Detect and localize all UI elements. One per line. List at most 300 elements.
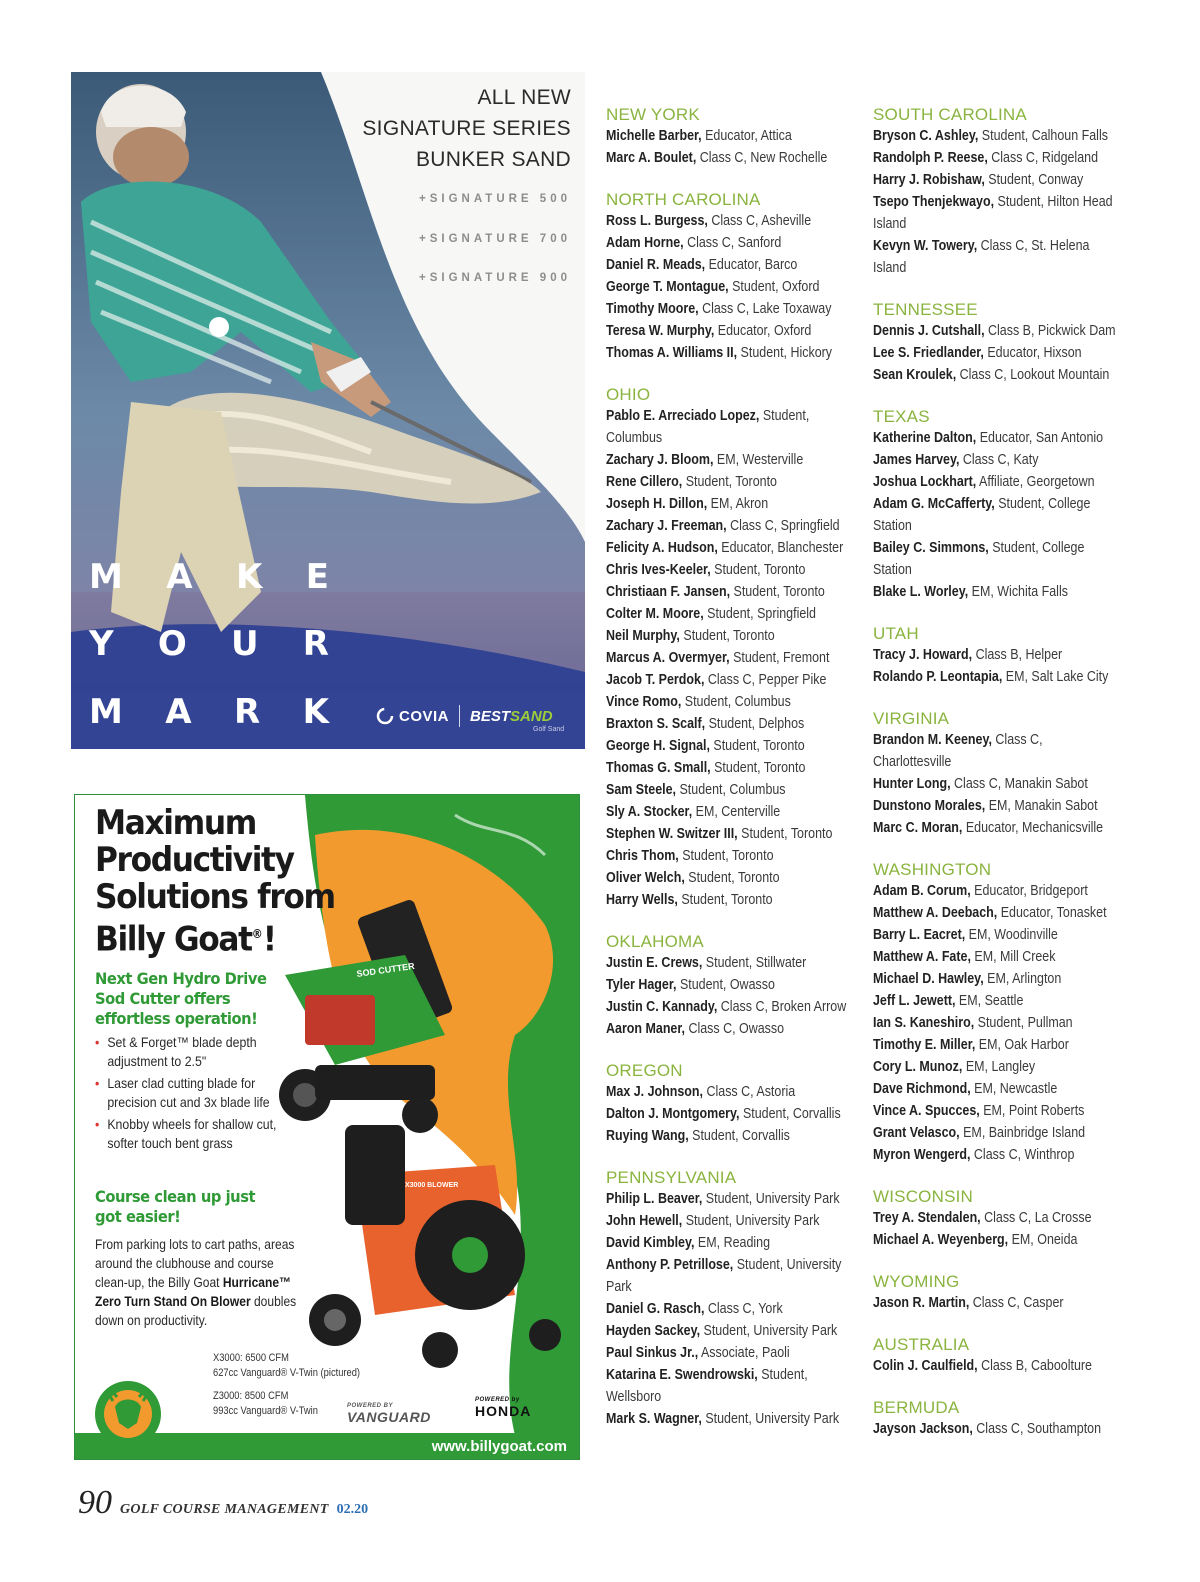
member-name: Bailey C. Simmons, <box>873 540 989 556</box>
state-heading: UTAH <box>873 624 919 643</box>
state-section <box>606 189 858 364</box>
sand-ad-headline <box>362 82 571 175</box>
state-heading: NEW YORK <box>606 105 700 124</box>
member-details: Student, Columbus <box>606 408 810 446</box>
state-section <box>873 623 1133 688</box>
member-name: Kevyn W. Towery, <box>873 238 978 254</box>
billy-goat-badge-icon <box>93 1379 163 1449</box>
bestsand-best: BEST <box>470 707 511 725</box>
member-name: Daniel R. Meads, <box>606 257 706 273</box>
state-section <box>606 1167 858 1430</box>
member-details: Student, College Station <box>873 540 1085 578</box>
blower-description <box>95 1235 301 1330</box>
member-entry <box>606 669 855 691</box>
member-details: Class C, New Rochelle <box>696 150 828 166</box>
member-details: Educator, Oxford <box>714 323 812 339</box>
member-entry <box>873 1418 1122 1440</box>
member-entry <box>873 449 1122 471</box>
vanguard-powered-by: POWERED BY <box>347 1403 394 1409</box>
member-entry <box>606 1408 855 1430</box>
state-heading: OREGON <box>606 1061 683 1080</box>
member-entry <box>873 1122 1122 1144</box>
member-entry <box>873 493 1122 537</box>
member-entry <box>873 125 1122 147</box>
state-heading: WISCONSIN <box>873 1187 974 1206</box>
state-section <box>873 1334 1133 1377</box>
member-entry <box>606 254 855 276</box>
slogan-letter: A <box>166 557 193 597</box>
member-details: Class C, Manakin Sabot <box>950 776 1088 792</box>
member-entry <box>606 1125 855 1147</box>
member-details: Student, Toronto <box>710 760 806 776</box>
member-name: Katarina E. Swendrowski, <box>606 1367 758 1383</box>
feature-item <box>95 1033 292 1071</box>
subhead2-line-2: got easier! <box>95 1207 181 1226</box>
member-details: Student, Hickory <box>737 345 833 361</box>
member-entry <box>606 537 855 559</box>
member-entry <box>873 1207 1122 1229</box>
member-details: Student, Toronto <box>678 848 774 864</box>
member-name: Tsepo Thenjekwayo, <box>873 194 995 210</box>
product-signature-700: +SIGNATURE 700 <box>419 233 571 245</box>
member-details: Class C, Lake Toxaway <box>698 301 832 317</box>
member-details: Student, Springfield <box>703 606 817 622</box>
state-heading: OHIO <box>606 385 651 404</box>
member-name: Cory L. Munoz, <box>873 1059 963 1075</box>
headline-line-4 <box>95 916 335 958</box>
member-details: Student, Owasso <box>676 977 775 993</box>
member-entry <box>606 647 855 669</box>
state-section <box>873 859 1133 1166</box>
member-details: Affiliate, Georgetown <box>976 474 1095 490</box>
member-entry <box>606 823 855 845</box>
member-entry <box>873 880 1122 902</box>
member-name: Justin E. Crews, <box>606 955 703 971</box>
member-entry <box>873 773 1122 795</box>
member-entry <box>873 990 1122 1012</box>
member-details: Student, College Station <box>873 496 1091 534</box>
member-details: Educator, San Antonio <box>976 430 1104 446</box>
member-entry <box>606 320 855 342</box>
member-details: Student, Toronto <box>710 562 806 578</box>
member-name: Adam B. Corum, <box>873 883 971 899</box>
member-details: Student, Stillwater <box>702 955 807 971</box>
state-heading: WASHINGTON <box>873 860 992 879</box>
member-name: Thomas A. Williams II, <box>606 345 738 361</box>
bullet-dot: • <box>95 1034 100 1050</box>
member-name: Lee S. Friedlander, <box>873 345 984 361</box>
subhead1-line-1: Next Gen Hydro Drive <box>95 969 267 988</box>
member-entry <box>606 952 855 974</box>
member-name: Max J. Johnson, <box>606 1084 704 1100</box>
member-details: Class C, Broken Arrow <box>717 999 847 1015</box>
member-details: Class C, York <box>704 1301 783 1317</box>
member-entry <box>873 235 1122 279</box>
member-name: Barry L. Eacret, <box>873 927 966 943</box>
slogan-your <box>89 624 329 664</box>
member-name: Adam Horne, <box>606 235 684 251</box>
member-entry <box>873 795 1122 817</box>
member-name: Marc A. Boulet, <box>606 150 697 166</box>
member-name: Grant Velasco, <box>873 1125 960 1141</box>
headline-line-2: SIGNATURE SERIES <box>362 117 571 140</box>
member-name: Philip L. Beaver, <box>606 1191 703 1207</box>
headline-brand: Billy Goat <box>95 919 252 960</box>
member-details: Student, Hilton Head Island <box>873 194 1113 232</box>
member-details: EM, Mill Creek <box>970 949 1056 965</box>
spec-line: 627cc Vanguard® V-Twin (pictured) <box>213 1367 361 1379</box>
member-entry <box>606 713 855 735</box>
member-details: EM, Langley <box>962 1059 1036 1075</box>
sod-cutter-features <box>95 1033 295 1156</box>
member-details: EM, Akron <box>707 496 769 512</box>
member-entry <box>606 1364 855 1408</box>
member-name: Pablo E. Arreciado Lopez, <box>606 408 760 424</box>
member-name: Aaron Maner, <box>606 1021 685 1037</box>
feature-text: Set & Forget™ blade depth adjustment to 2.5" <box>107 1034 257 1069</box>
member-details: Class C, Winthrop <box>970 1147 1075 1163</box>
para-end: doubles down on productivity. <box>95 1293 297 1328</box>
member-entry <box>606 1342 855 1364</box>
member-entry <box>873 1100 1122 1122</box>
covia-logo <box>376 707 449 725</box>
state-section <box>873 1186 1133 1251</box>
honda-powered-by: POWERED by <box>475 1397 520 1403</box>
member-entry <box>606 1103 855 1125</box>
member-details: Student, Conway <box>984 172 1084 188</box>
state-section <box>873 1397 1133 1440</box>
member-entry <box>873 1034 1122 1056</box>
member-details: Student, University Park <box>702 1191 840 1207</box>
member-name: Dave Richmond, <box>873 1081 971 1097</box>
member-details: EM, Point Roberts <box>979 1103 1085 1119</box>
member-details: EM, Woodinville <box>965 927 1058 943</box>
spec-line: Z3000: 8500 CFM <box>213 1390 289 1402</box>
member-entry <box>606 515 855 537</box>
member-details: Class C, Katy <box>959 452 1039 468</box>
registered-mark: ® <box>251 927 263 941</box>
billy-goat-url[interactable]: www.billygoat.com <box>431 1438 567 1455</box>
headline-line-1: ALL NEW <box>477 86 571 109</box>
member-details: EM, Manakin Sabot <box>985 798 1098 814</box>
member-name: Jacob T. Perdok, <box>606 672 705 688</box>
member-details: EM, Centerville <box>692 804 781 820</box>
member-details: Class C, Charlottesville <box>873 732 1043 770</box>
member-name: Christiaan F. Jansen, <box>606 584 731 600</box>
member-entry <box>873 1355 1122 1377</box>
member-entry <box>873 169 1122 191</box>
member-details: Class C, Southampton <box>972 1421 1102 1437</box>
honda-logo <box>475 1397 531 1419</box>
member-name: Sam Steele, <box>606 782 677 798</box>
member-entry <box>606 757 855 779</box>
spec-line: X3000: 6500 CFM <box>213 1352 289 1364</box>
member-name: Marc C. Moran, <box>873 820 963 836</box>
member-name: Felicity A. Hudson, <box>606 540 718 556</box>
state-section <box>873 708 1133 839</box>
member-details: Student, University Park <box>701 1411 840 1427</box>
member-entry <box>606 1298 855 1320</box>
state-heading: BERMUDA <box>873 1398 960 1417</box>
member-entry <box>606 779 855 801</box>
member-details: Student, Toronto <box>677 892 773 908</box>
member-name: Chris Ives-Keeler, <box>606 562 711 578</box>
member-entry <box>873 729 1122 773</box>
sod-cutter-subhead <box>95 969 266 1029</box>
member-name: David Kimbley, <box>606 1235 695 1251</box>
member-name: Tracy J. Howard, <box>873 647 973 663</box>
member-details: EM, Bainbridge Island <box>959 1125 1086 1141</box>
headline-line-3: Solutions from <box>95 877 335 917</box>
member-details: Class C, Lookout Mountain <box>956 367 1110 383</box>
member-name: Colin J. Caulfield, <box>873 1358 978 1374</box>
member-entry <box>606 974 855 996</box>
member-details: Student, Fremont <box>729 650 830 666</box>
member-details: Educator, Hixson <box>983 345 1082 361</box>
blower-subhead <box>95 1187 255 1227</box>
member-name: Stephen W. Switzer III, <box>606 826 738 842</box>
state-section <box>606 104 858 169</box>
member-details: Student, University Park <box>700 1323 838 1339</box>
member-name: Matthew A. Fate, <box>873 949 971 965</box>
member-entry <box>873 1229 1122 1251</box>
svg-text:SOD CUTTER: SOD CUTTER <box>355 960 416 979</box>
member-entry <box>873 1144 1122 1166</box>
member-name: Ian S. Kaneshiro, <box>873 1015 975 1031</box>
member-details: Educator, Bridgeport <box>970 883 1088 899</box>
slogan-letter: O <box>157 624 187 664</box>
member-details: Class C, Astoria <box>703 1084 796 1100</box>
state-section <box>873 104 1133 279</box>
member-name: Sly A. Stocker, <box>606 804 693 820</box>
member-details: EM, Newcastle <box>970 1081 1058 1097</box>
bestsand-sand: SAND <box>510 707 553 725</box>
slogan-letter: E <box>305 557 329 597</box>
member-details: Student, Calhoun Falls <box>978 128 1108 144</box>
member-entry <box>873 581 1122 603</box>
honda-wordmark: HONDA <box>475 1403 532 1419</box>
member-details: Educator, Barco <box>705 257 798 273</box>
member-entry <box>873 471 1122 493</box>
member-name: Joshua Lockhart, <box>873 474 977 490</box>
member-details: Class C, Springfield <box>726 518 840 534</box>
member-details: Class B, Pickwick Dam <box>984 323 1116 339</box>
member-details: Student, Toronto <box>679 628 775 644</box>
member-name: Randolph P. Reese, <box>873 150 988 166</box>
member-details: Student, Columbus <box>676 782 786 798</box>
state-heading: SOUTH CAROLINA <box>873 105 1027 124</box>
para-product: Hurricane™ Zero Turn Stand On Blower <box>95 1274 292 1309</box>
member-name: Braxton S. Scalf, <box>606 716 706 732</box>
member-name: Dalton J. Montgomery, <box>606 1106 740 1122</box>
slogan-letter: R <box>302 624 329 664</box>
member-name: Paul Sinkus Jr., <box>606 1345 699 1361</box>
state-section <box>873 299 1133 386</box>
vanguard-wordmark: VANGUARD <box>347 1409 431 1425</box>
bunker-sand-ad <box>71 72 585 749</box>
member-entry <box>873 1012 1122 1034</box>
product-signature-900: +SIGNATURE 900 <box>419 272 571 284</box>
page-footer <box>78 1484 368 1522</box>
member-entry <box>606 405 855 449</box>
member-name: George H. Signal, <box>606 738 710 754</box>
member-name: Timothy E. Miller, <box>873 1037 976 1053</box>
member-entry <box>606 845 855 867</box>
member-entry <box>606 276 855 298</box>
vanguard-logo <box>347 1403 431 1425</box>
member-entry <box>606 691 855 713</box>
state-heading: OKLAHOMA <box>606 932 704 951</box>
member-entry <box>606 493 855 515</box>
member-details: EM, Oak Harbor <box>975 1037 1069 1053</box>
member-name: Vince A. Spucces, <box>873 1103 980 1119</box>
member-name: Jayson Jackson, <box>873 1421 973 1437</box>
member-details: Student, Toronto <box>730 584 825 600</box>
member-entry <box>873 666 1122 688</box>
slogan-letter: M <box>89 692 123 732</box>
member-name: Michelle Barber, <box>606 128 702 144</box>
state-heading: VIRGINIA <box>873 709 950 728</box>
member-details: Student, Corvallis <box>688 1128 790 1144</box>
headline-line-1: Maximum <box>95 803 256 843</box>
member-name: Vince Romo, <box>606 694 682 710</box>
member-name: Hayden Sackey, <box>606 1323 701 1339</box>
member-name: Ross L. Burgess, <box>606 213 708 229</box>
state-section <box>873 406 1133 603</box>
member-name: Tyler Hager, <box>606 977 677 993</box>
member-entry <box>606 1188 855 1210</box>
feature-item <box>95 1115 292 1153</box>
spec-x3000 <box>213 1351 360 1381</box>
member-entry <box>606 232 855 254</box>
slogan-letter: R <box>234 692 261 732</box>
member-name: Dunstono Morales, <box>873 798 986 814</box>
member-details: Class C, Owasso <box>684 1021 785 1037</box>
member-entry <box>873 191 1122 235</box>
sand-brand-logos <box>376 705 553 727</box>
member-name: Myron Wengerd, <box>873 1147 971 1163</box>
member-details: Educator, Mechanicsville <box>962 820 1104 836</box>
member-entry <box>606 625 855 647</box>
member-name: Hunter Long, <box>873 776 951 792</box>
state-heading: NORTH CAROLINA <box>606 190 761 209</box>
member-name: Jeff L. Jewett, <box>873 993 956 1009</box>
member-details: Student, Toronto <box>737 826 833 842</box>
member-details: Student, Corvallis <box>739 1106 841 1122</box>
member-entry <box>606 147 855 169</box>
headline-line-3: BUNKER SAND <box>416 148 571 171</box>
member-name: Colter M. Moore, <box>606 606 704 622</box>
state-heading: PENNSYLVANIA <box>606 1168 737 1187</box>
member-entry <box>873 902 1122 924</box>
member-name: Marcus A. Overmyer, <box>606 650 730 666</box>
member-entry <box>873 946 1122 968</box>
member-entry <box>606 889 855 911</box>
member-entry <box>606 581 855 603</box>
member-details: Student, Wellsboro <box>606 1367 808 1405</box>
member-entry <box>873 924 1122 946</box>
directory-column-right <box>873 104 1133 1460</box>
logo-divider <box>459 705 460 727</box>
member-details: Class C, St. Helena Island <box>873 238 1090 276</box>
member-name: Daniel G. Rasch, <box>606 1301 705 1317</box>
member-name: Harry J. Robishaw, <box>873 172 985 188</box>
state-heading: TEXAS <box>873 407 930 426</box>
member-name: Adam G. McCafferty, <box>873 496 995 512</box>
billy-goat-headline <box>95 805 335 958</box>
para-start: From parking lots to cart paths, areas around the clubhouse and course clean-up, the Billy Goat <box>95 1236 295 1290</box>
subhead2-line-1: Course clean up just <box>95 1187 256 1206</box>
member-entry <box>873 644 1122 666</box>
covia-wordmark: COVIA <box>399 707 450 725</box>
feature-item <box>95 1074 292 1112</box>
billy-goat-ad <box>74 794 580 1460</box>
member-entry <box>606 735 855 757</box>
member-entry <box>606 1018 855 1040</box>
member-entry <box>606 471 855 493</box>
member-details: Student, Toronto <box>682 474 777 490</box>
member-details: EM, Wichita Falls <box>968 584 1068 600</box>
member-name: Sean Kroulek, <box>873 367 957 383</box>
member-name: Joseph H. Dillon, <box>606 496 708 512</box>
slogan-letter: K <box>302 692 329 732</box>
member-details: EM, Arlington <box>983 971 1062 987</box>
state-section <box>606 1060 858 1147</box>
member-details: Student, University Park <box>682 1213 820 1229</box>
slogan-mark <box>89 692 329 732</box>
member-details: Student, Toronto <box>709 738 805 754</box>
member-name: Blake L. Worley, <box>873 584 969 600</box>
member-details: Educator, Attica <box>701 128 792 144</box>
member-name: George T. Montague, <box>606 279 729 295</box>
member-name: Bryson C. Ashley, <box>873 128 979 144</box>
member-entry <box>606 1254 855 1298</box>
member-details: Student, Toronto <box>684 870 780 886</box>
member-name: Teresa W. Murphy, <box>606 323 715 339</box>
slogan-letter: Y <box>89 624 114 664</box>
member-details: Class C, Casper <box>969 1295 1064 1311</box>
slogan-letter: A <box>165 692 192 732</box>
slogan-make <box>89 557 329 597</box>
member-entry <box>606 298 855 320</box>
member-details: Educator, Tonasket <box>997 905 1107 921</box>
bestsand-logo <box>470 708 553 725</box>
member-entry <box>606 603 855 625</box>
member-entry <box>873 817 1122 839</box>
member-details: Class C, Pepper Pike <box>704 672 827 688</box>
spec-line: 993cc Vanguard® V-Twin <box>213 1405 318 1417</box>
product-signature-500: +SIGNATURE 500 <box>419 193 571 205</box>
state-heading: AUSTRALIA <box>873 1335 970 1354</box>
subhead1-line-3: effortless operation! <box>95 1009 258 1028</box>
slogan-letter: K <box>235 557 263 597</box>
member-entry <box>873 147 1122 169</box>
member-entry <box>873 1078 1122 1100</box>
state-section <box>606 931 858 1040</box>
member-details: Student, Oxford <box>728 279 820 295</box>
member-details: Associate, Paoli <box>698 1345 790 1361</box>
page-number: 90 <box>78 1484 112 1521</box>
member-entry <box>873 320 1122 342</box>
member-details: Student, Columbus <box>681 694 791 710</box>
member-name: Katherine Dalton, <box>873 430 977 446</box>
member-name: Ruying Wang, <box>606 1128 689 1144</box>
member-details: Student, University Park <box>606 1257 842 1295</box>
member-name: Brandon M. Keeney, <box>873 732 992 748</box>
member-name: Zachary J. Freeman, <box>606 518 727 534</box>
member-details: Class B, Caboolture <box>977 1358 1092 1374</box>
headline-exclaim: ! <box>262 919 276 960</box>
